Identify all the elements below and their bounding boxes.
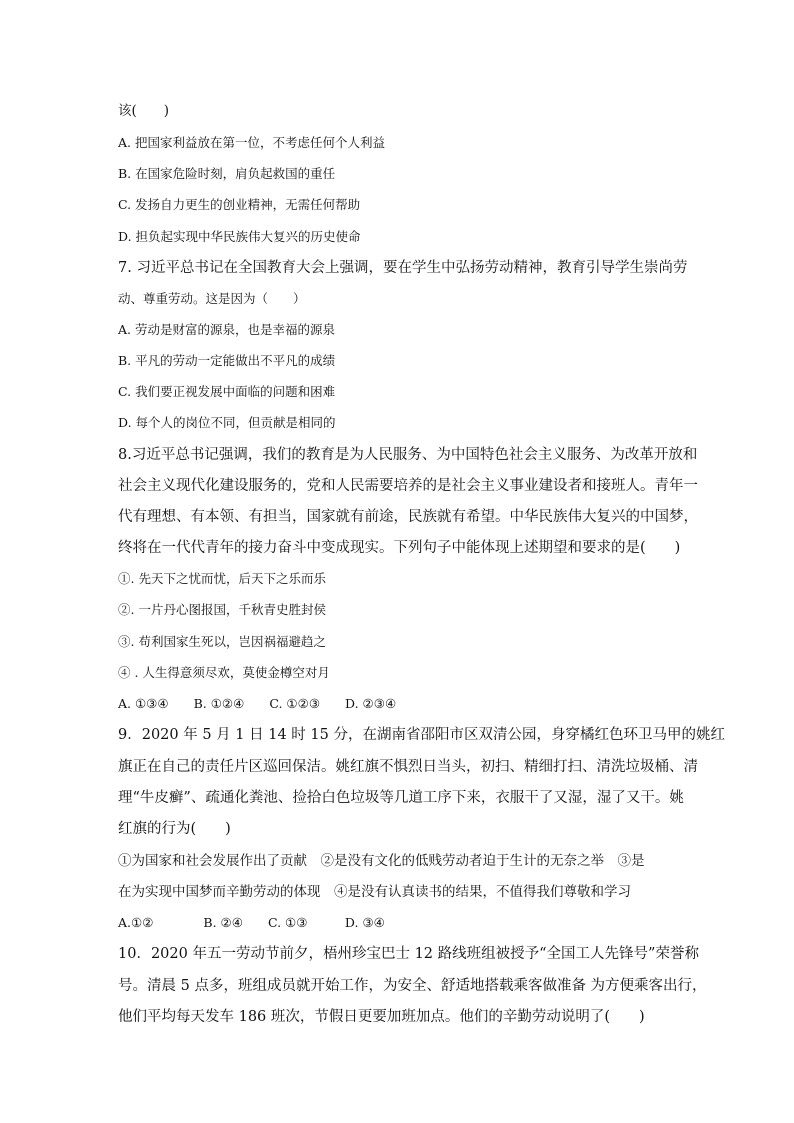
q10-stem-line-2: 号。清晨 5 点多，班组成员就开始工作，为安全、舒适地搭载乘客做准备 为方便乘客出行， — [118, 978, 707, 994]
q9-items-line-1: ①为国家和社会发展作出了贡献 ②是没有文化的低贱劳动者迫于生计的无奈之举 ③是 — [118, 853, 645, 869]
q9-stem-line-3: 理“牛皮癣”、疏通化粪池、捡拾白色垃圾等几道工序下来，衣服干了又湿，湿了又干。姚 — [118, 790, 684, 806]
q7-option-b: B. 平凡的劳动一定能做出不平凡的成绩 — [118, 353, 336, 368]
q8-item-2: ②. 一片丹心图报国，千秋青史胜封侯 — [118, 602, 326, 617]
q7-option-a: A. 劳动是财富的源泉，也是幸福的源泉 — [118, 322, 335, 337]
q8-stem-line-2: 社会主义现代化建设服务的，党和人民需要培养的是社会主义事业建设者和接班人。青年一 — [118, 478, 698, 494]
q8-item-1: ①. 先天下之忧而忧，后天下之乐而乐 — [118, 571, 326, 586]
q7-option-d: D. 每个人的岗位不同，但贡献是相同的 — [118, 415, 336, 430]
q9-stem-line-2: 旗正在自己的责任片区巡回保洁。姚红旗不惧烈日当头，初扫、精细打扫、清洗垃圾桶、清 — [118, 759, 698, 775]
q9-choices: A.①② B. ②④ C. ①③ D. ③④ — [118, 915, 385, 930]
q7-stem-line-1: 7. 习近平总书记在全国教育大会上强调，要在学生中弘扬劳动精神，教育引导学生崇尚劳 — [118, 260, 688, 276]
q9-stem-line-1: 9．2020 年 5 月 1 日 14 时 15 分，在湖南省邵阳市区双清公园，身穿橘红色环卫马甲的姚红 — [118, 727, 725, 743]
q6-stem-tail: 该( ) — [118, 103, 170, 119]
q8-item-4: ④ . 人生得意须尽欢，莫使金樽空对月 — [118, 665, 330, 680]
q10-stem-line-1: 10．2020 年五一劳动节前夕，梧州珍宝巴士 12 路线班组被授予“全国工人先锋号”荣誉称 — [118, 946, 699, 962]
q6-option-a: A. 把国家利益放在第一位，不考虑任何个人利益 — [118, 135, 385, 150]
q9-items-line-2: 在为实现中国梦而辛勤劳动的体现 ④是没有认真读书的结果，不值得我们尊敬和学习 — [118, 884, 631, 900]
q7-stem-line-2: 动、尊重劳动。这是因为（ ） — [118, 291, 306, 306]
q9-stem-line-4: 红旗的行为( ) — [118, 821, 231, 837]
q8-stem-line-3: 代有理想、有本领、有担当，国家就有前途，民族就有希望。中华民族伟大复兴的中国梦， — [118, 509, 698, 525]
q8-stem-line-4: 终将在一代代青年的接力奋斗中变成现实。下列句子中能体现上述期望和要求的是( ) — [118, 540, 681, 556]
q6-option-b: B. 在国家危险时刻，肩负起救国的重任 — [118, 166, 336, 181]
q6-option-c: C. 发扬自力更生的创业精神，无需任何帮助 — [118, 197, 361, 212]
q10-stem-line-3: 他们平均每天发车 186 班次，节假日更要加班加点。他们的辛勤劳动说明了( ) — [118, 1009, 645, 1025]
q8-choices: A. ①③④ B. ①②④ C. ①②③ D. ②③④ — [118, 696, 397, 711]
q8-stem-line-1: 8.习近平总书记强调，我们的教育是为人民服务、为中国特色社会主义服务、为改革开放和 — [118, 447, 698, 463]
q7-option-c: C. 我们要正视发展中面临的问题和困难 — [118, 384, 336, 399]
q6-option-d: D. 担负起实现中华民族伟大复兴的历史使命 — [118, 229, 361, 244]
q8-item-3: ③. 苟利国家生死以，岂因祸福避趋之 — [118, 634, 326, 649]
